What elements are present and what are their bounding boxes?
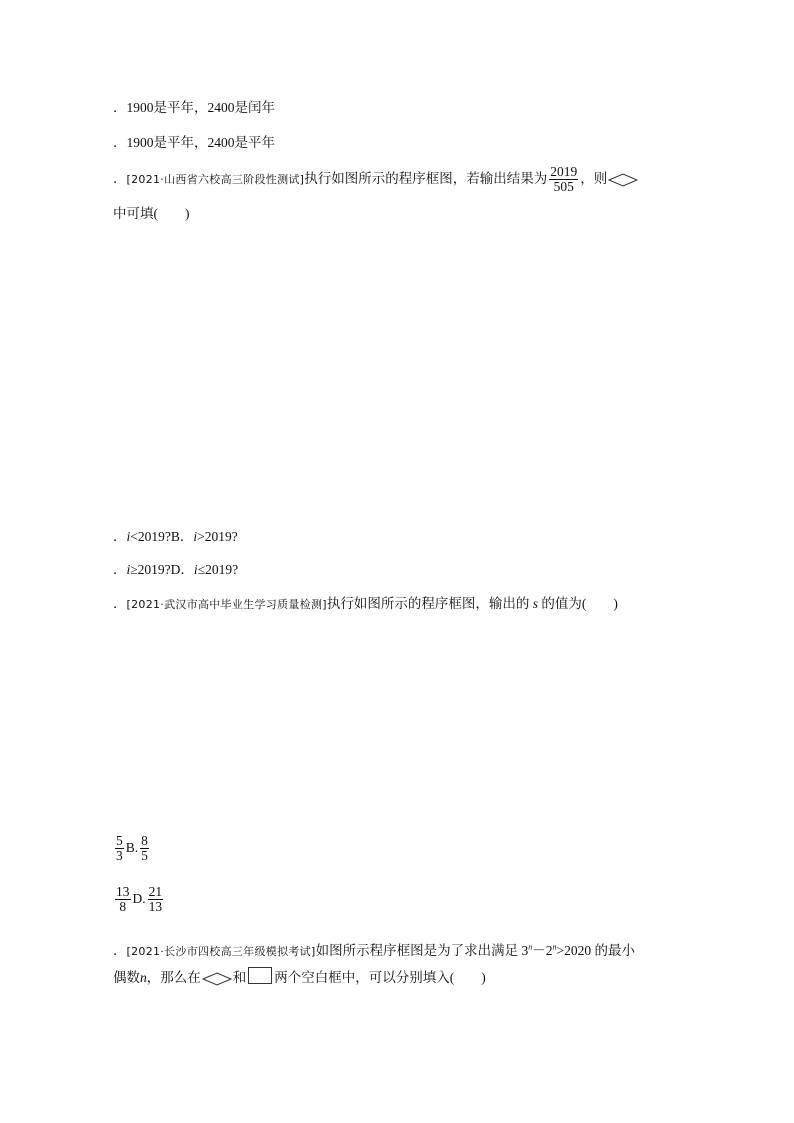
question-text: 的值为( ) (541, 596, 618, 611)
question-number: ． (113, 596, 127, 611)
option-b-text: >2019? (197, 529, 238, 544)
question-text: 执行如图所示的程序框图，输出的 (326, 596, 530, 611)
question-text: 偶数 (113, 970, 140, 985)
fraction-numerator: 8 (141, 833, 148, 848)
decision-diamond-icon (608, 173, 638, 187)
fraction-denominator: 13 (148, 899, 163, 915)
question-text: 执行如图所示的程序框图，若输出结果为 (304, 170, 548, 186)
question-2-options-ab (113, 834, 151, 863)
option-c-var: i (126, 562, 131, 577)
option-c-fraction (115, 885, 131, 914)
fraction-numerator: 5 (116, 833, 123, 848)
question-1-line1 (113, 165, 639, 194)
question-source: [2021·山西省六校高三阶段性测试] (126, 172, 305, 186)
option-b-fraction (140, 834, 149, 863)
option-c-text: ≥2019?D． (130, 562, 194, 577)
question-2-line1 (113, 592, 618, 612)
question-1-options-cd (113, 558, 238, 578)
fraction-numerator: 13 (116, 884, 130, 899)
decision-diamond-icon (202, 972, 232, 986)
question-1-options-ab (113, 525, 238, 545)
option-d: ．1900是平年，2400是平年 (113, 135, 275, 150)
option-d-var: i (193, 562, 198, 577)
process-box-icon (248, 967, 272, 984)
option-c: ．1900是平年，2400是闰年 (113, 100, 275, 115)
option-d-text: ≤2019? (197, 562, 239, 577)
option-a-prefix: ． (113, 529, 127, 544)
question-text: >2020 的最小 (556, 943, 635, 958)
question-text: 如图所示程序框图是为了求出满足 3 (315, 943, 529, 958)
variable-n: n (140, 970, 147, 985)
option-b-var: i (193, 529, 198, 544)
fraction-numerator: 21 (148, 884, 163, 899)
option-b-label: B. (125, 839, 139, 855)
variable-s: s (532, 596, 539, 611)
option-c-prefix: ． (113, 562, 127, 577)
question-source: [2021·长沙市四校高三年级模拟考试] (126, 945, 316, 958)
option-d-label: D. (132, 890, 146, 906)
fraction-numerator: 2019 (550, 164, 578, 179)
option-d-fraction (148, 885, 164, 914)
question-2-options-cd (113, 885, 165, 914)
question-3-line1 (113, 939, 635, 959)
question-1-line2: 中可填( ) (113, 206, 190, 221)
question-source: [2021·武汉市高中毕业生学习质量检测] (126, 598, 327, 611)
option-a-var: i (126, 529, 131, 544)
superscript-n: n (552, 942, 557, 952)
question-text: ，那么在 (146, 970, 201, 985)
option-a-text: <2019?B． (130, 529, 194, 544)
fraction-denominator: 5 (141, 848, 148, 864)
question-number: ． (113, 170, 127, 186)
superscript-n: n (528, 942, 533, 952)
question-text: 两个空白框中，可以分别填入( ) (274, 970, 486, 985)
question-text: －2 (532, 943, 553, 958)
question-text: 和 (232, 970, 247, 985)
question-3-line2 (113, 966, 486, 987)
option-a-fraction (115, 834, 124, 863)
output-fraction (549, 165, 578, 194)
question-text: ，则 (580, 170, 608, 186)
fraction-denominator: 3 (116, 848, 123, 864)
question-number: ． (113, 943, 127, 958)
fraction-denominator: 8 (119, 899, 127, 915)
fraction-denominator: 505 (553, 179, 574, 195)
